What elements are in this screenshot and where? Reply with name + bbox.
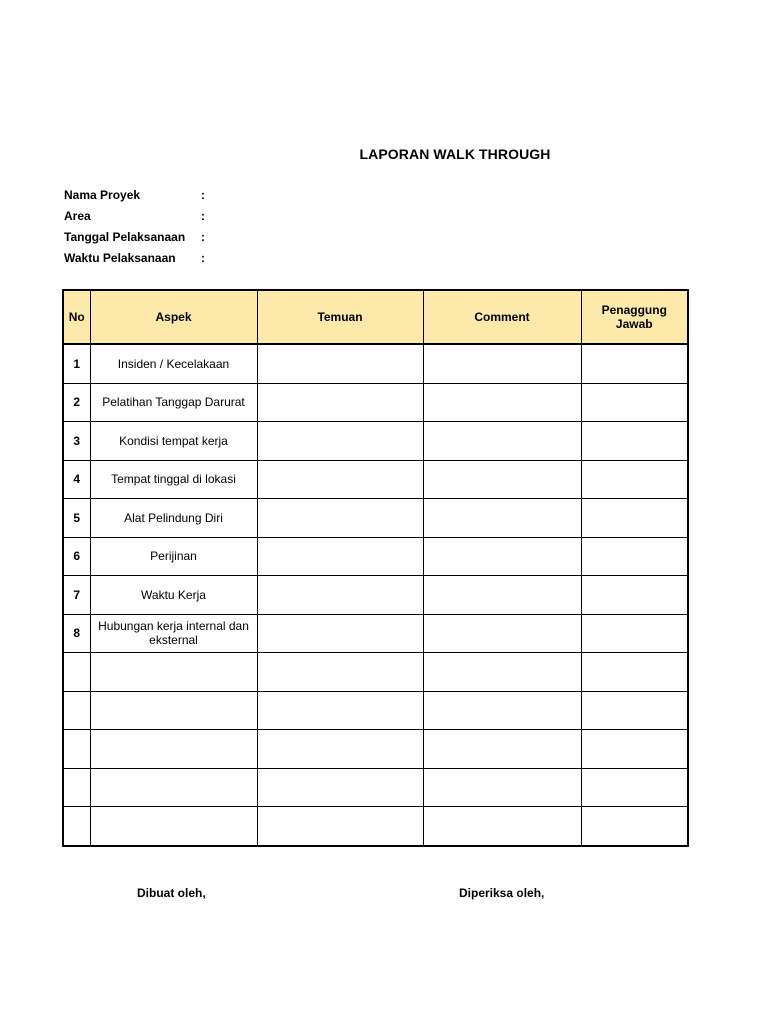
header-penanggung-jawab: Penaggung Jawab <box>581 290 688 344</box>
header-no: No <box>63 290 90 344</box>
cell-aspek: Tempat tinggal di lokasi <box>90 460 257 499</box>
document-title: LAPORAN WALK THROUGH <box>359 146 551 162</box>
cell-penanggung-jawab <box>581 537 688 576</box>
meta-label: Area <box>64 209 91 223</box>
cell-temuan <box>257 422 423 461</box>
made-by-label: Dibuat oleh, <box>137 886 206 900</box>
table-row <box>63 344 688 383</box>
cell-penanggung-jawab <box>581 383 688 422</box>
cell-aspek <box>90 730 257 769</box>
cell-temuan <box>257 460 423 499</box>
table-body <box>63 344 688 846</box>
table-row <box>63 614 688 653</box>
meta-label: Waktu Pelaksanaan <box>64 251 176 265</box>
cell-temuan <box>257 807 423 846</box>
cell-penanggung-jawab <box>581 768 688 807</box>
table-header-row <box>63 290 688 344</box>
cell-comment <box>423 768 581 807</box>
cell-penanggung-jawab <box>581 691 688 730</box>
cell-comment <box>423 499 581 538</box>
cell-temuan <box>257 730 423 769</box>
cell-no: 2 <box>63 383 90 422</box>
cell-no <box>63 768 90 807</box>
header-aspek: Aspek <box>90 290 257 344</box>
cell-comment <box>423 653 581 692</box>
cell-penanggung-jawab <box>581 499 688 538</box>
cell-no <box>63 653 90 692</box>
cell-comment <box>423 576 581 615</box>
meta-label: Tanggal Pelaksanaan <box>64 230 186 244</box>
meta-colon: : <box>201 230 205 244</box>
cell-aspek <box>90 653 257 692</box>
meta-colon: : <box>201 209 205 223</box>
cell-aspek <box>90 768 257 807</box>
table-row <box>63 691 688 730</box>
cell-aspek <box>90 807 257 846</box>
cell-penanggung-jawab <box>581 344 688 383</box>
meta-label: Nama Proyek <box>64 188 141 202</box>
cell-comment <box>423 537 581 576</box>
cell-aspek: Alat Pelindung Diri <box>90 499 257 538</box>
meta-colon: : <box>201 251 205 265</box>
table-row <box>63 499 688 538</box>
table-row <box>63 576 688 615</box>
cell-aspek: Pelatihan Tanggap Darurat <box>90 383 257 422</box>
cell-comment <box>423 460 581 499</box>
cell-temuan <box>257 768 423 807</box>
cell-no: 3 <box>63 422 90 461</box>
cell-no: 1 <box>63 344 90 383</box>
cell-comment <box>423 614 581 653</box>
cell-comment <box>423 383 581 422</box>
table-row <box>63 383 688 422</box>
cell-temuan <box>257 537 423 576</box>
cell-temuan <box>257 653 423 692</box>
cell-temuan <box>257 383 423 422</box>
cell-penanggung-jawab <box>581 653 688 692</box>
cell-comment <box>423 807 581 846</box>
cell-no: 5 <box>63 499 90 538</box>
cell-comment <box>423 691 581 730</box>
cell-no <box>63 730 90 769</box>
cell-temuan <box>257 614 423 653</box>
cell-no: 6 <box>63 537 90 576</box>
cell-aspek: Waktu Kerja <box>90 576 257 615</box>
cell-no <box>63 691 90 730</box>
cell-no <box>63 807 90 846</box>
header-temuan: Temuan <box>257 290 423 344</box>
cell-penanggung-jawab <box>581 460 688 499</box>
table-row <box>63 537 688 576</box>
table-row <box>63 768 688 807</box>
cell-comment <box>423 730 581 769</box>
cell-penanggung-jawab <box>581 730 688 769</box>
table-row <box>63 807 688 846</box>
cell-aspek: Insiden / Kecelakaan <box>90 344 257 383</box>
cell-comment <box>423 422 581 461</box>
cell-aspek: Kondisi tempat kerja <box>90 422 257 461</box>
cell-aspek: Hubungan kerja internal dan eksternal <box>90 614 257 653</box>
cell-penanggung-jawab <box>581 576 688 615</box>
cell-aspek: Perijinan <box>90 537 257 576</box>
table-row <box>63 460 688 499</box>
cell-comment <box>423 344 581 383</box>
table-row <box>63 653 688 692</box>
cell-no: 4 <box>63 460 90 499</box>
meta-colon: : <box>201 188 205 202</box>
table-row <box>63 422 688 461</box>
walk-through-table <box>62 289 689 847</box>
cell-aspek <box>90 691 257 730</box>
cell-temuan <box>257 576 423 615</box>
cell-temuan <box>257 344 423 383</box>
checked-by-label: Diperiksa oleh, <box>459 886 545 900</box>
cell-penanggung-jawab <box>581 807 688 846</box>
cell-temuan <box>257 499 423 538</box>
table-row <box>63 730 688 769</box>
header-comment: Comment <box>423 290 581 344</box>
cell-no: 7 <box>63 576 90 615</box>
cell-no: 8 <box>63 614 90 653</box>
cell-temuan <box>257 691 423 730</box>
cell-penanggung-jawab <box>581 422 688 461</box>
cell-penanggung-jawab <box>581 614 688 653</box>
